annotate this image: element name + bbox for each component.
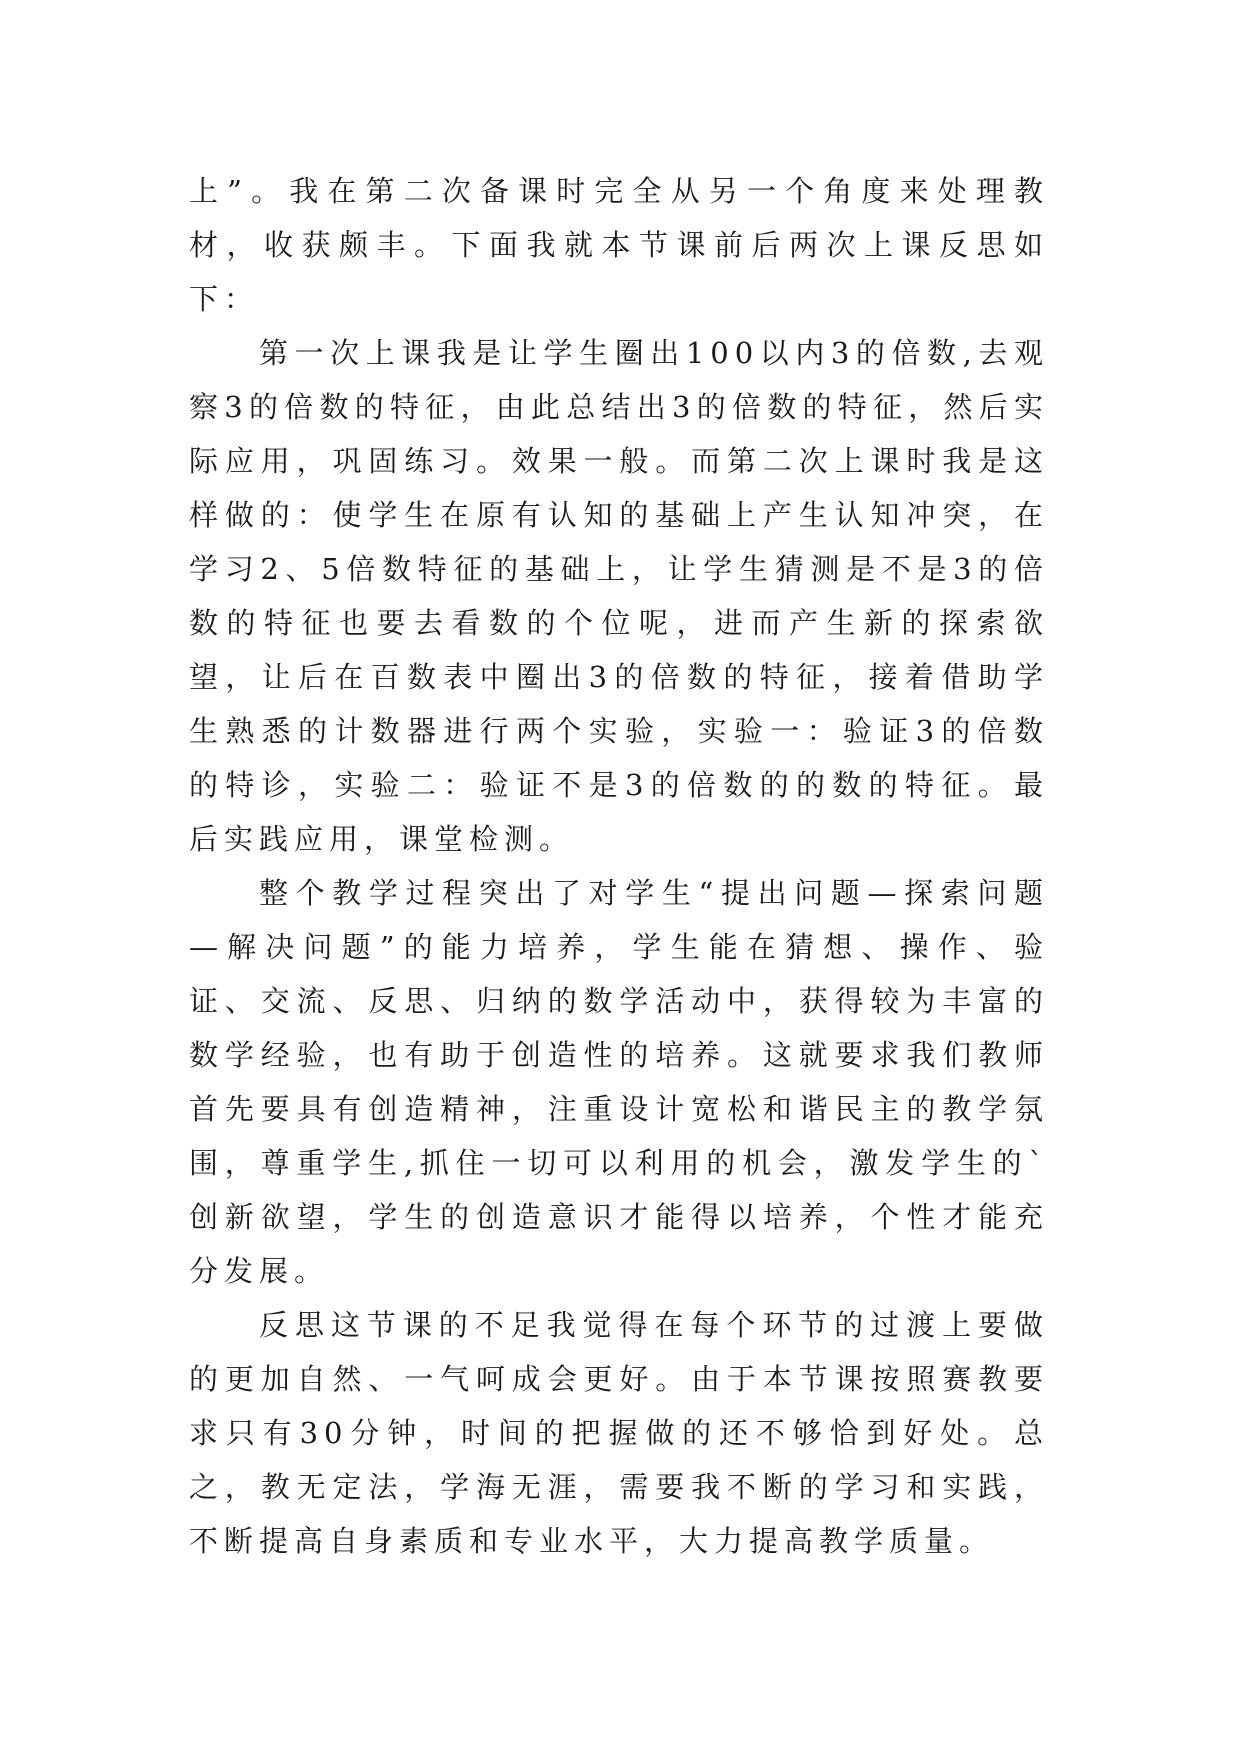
paragraph-4: 反思这节课的不足我觉得在每个环节的过渡上要做的更加自然、一气呵成会更好。由于本节课按照赛教要求只有30分钟，时间的把握做的还不够恰到好处。总之，教无定法，学海无涯，需要我不断的学习和实践，不断提高自身素质和专业水平，大力提高教学质量。 xyxy=(189,1308,1049,1558)
paragraph-1: 上”。我在第二次备课时完全从另一个角度来处理教材，收获颇丰。下面我就本节课前后两次上课反思如下： xyxy=(189,174,1049,316)
paragraph-3: 整个教学过程突出了对学生“提出问题—探索问题—解决问题”的能力培养，学生能在猜想、操作、验证、交流、反思、归纳的数学活动中，获得较为丰富的数学经验，也有助于创造性的培养。这就要求我们教师首先要具有创造精神，注重设计宽松和谐民主的教学氛围，尊重学生,抓住一切可以利用的机会，激发学生的`创新欲望，学生的创造意识才能得以培养，个性才能充分发展。 xyxy=(189,876,1049,1288)
document-body xyxy=(189,164,1049,1568)
paragraph-2: 第一次上课我是让学生圈出100以内3的倍数,去观察3的倍数的特征，由此总结出3的倍数的特征，然后实际应用，巩固练习。效果一般。而第二次上课时我是这样做的：使学生在原有认知的基础上产生认知冲突，在学习2、5倍数特征的基础上，让学生猜测是不是3的倍数的特征也要去看数的个位呢，进而产生新的探索欲望，让后在百数表中圈出3的倍数的特征，接着借助学生熟悉的计数器进行两个实验，实验一：验证3的倍数的特诊，实验二：验证不是3的倍数的的数的特征。最后实践应用，课堂检测。 xyxy=(189,336,1049,856)
